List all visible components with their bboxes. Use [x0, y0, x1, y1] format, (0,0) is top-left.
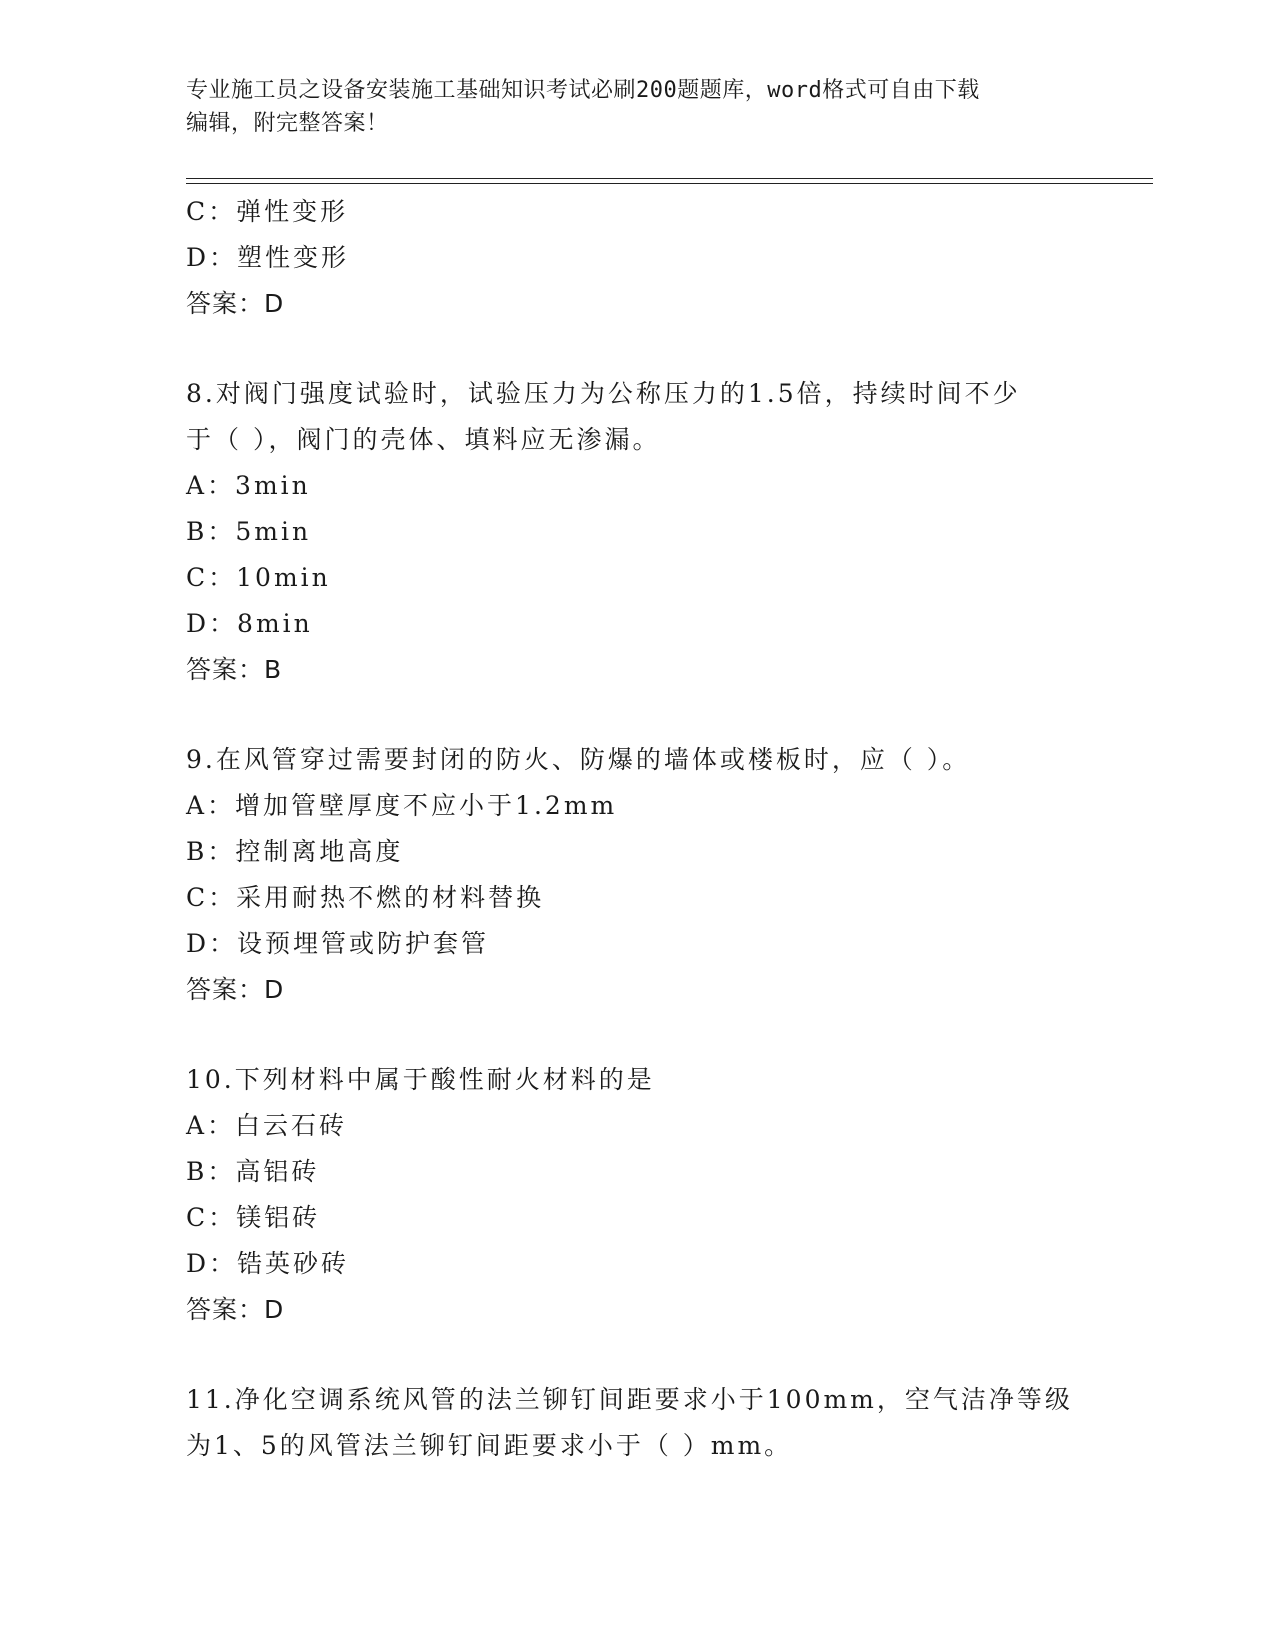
- option-c: C：镁铝砖: [186, 1203, 321, 1232]
- option-d: D：设预埋管或防护套管: [186, 929, 490, 958]
- option-a: A：白云石砖: [186, 1111, 348, 1140]
- option-b: B：5min: [186, 517, 312, 546]
- header-divider-top: [186, 178, 1153, 179]
- question-8: [186, 371, 1086, 693]
- question-stem-line-1: 8.对阀门强度试验时，试验压力为公称压力的1.5倍，持续时间不少: [186, 379, 1021, 408]
- option-d: D：8min: [186, 609, 313, 638]
- answer-label: 答案：D: [186, 975, 285, 1004]
- answer-label: 答案：D: [186, 289, 285, 318]
- question-list: [186, 189, 1086, 1469]
- header-title-line-1: 专业施工员之设备安装施工基础知识考试必刷200题题库，word格式可自由下载: [186, 78, 980, 103]
- question-9: [186, 737, 1086, 1013]
- document-header: [186, 74, 1086, 140]
- header-divider-bottom: [186, 183, 1153, 184]
- header-title-line-2: 编辑，附完整答案！: [186, 111, 389, 136]
- answer-label: 答案：D: [186, 1295, 285, 1324]
- option-a: A：增加管壁厚度不应小于1.2mm: [186, 791, 618, 820]
- question-stem-line-2: 于（ ），阀门的壳体、填料应无渗漏。: [186, 425, 661, 454]
- question-gap: [186, 327, 1086, 371]
- question-7: [186, 189, 1086, 327]
- answer-label: 答案：B: [186, 655, 283, 684]
- option-c: C：弹性变形: [186, 197, 349, 226]
- option-a: A：3min: [186, 471, 311, 500]
- question-11: [186, 1377, 1086, 1469]
- option-b: B：高铝砖: [186, 1157, 320, 1186]
- question-10: [186, 1057, 1086, 1333]
- option-c: C：10min: [186, 563, 331, 592]
- question-gap: [186, 693, 1086, 737]
- option-d: D：锆英砂砖: [186, 1249, 350, 1278]
- question-stem-line-2: 为1、5的风管法兰铆钉间距要求小于（ ）mm。: [186, 1431, 793, 1460]
- option-d: D：塑性变形: [186, 243, 350, 272]
- question-stem-line-1: 11.净化空调系统风管的法兰铆钉间距要求小于100mm，空气洁净等级: [186, 1385, 1073, 1414]
- option-b: B：控制离地高度: [186, 837, 404, 866]
- question-stem-line-1: 9.在风管穿过需要封闭的防火、防爆的墙体或楼板时，应（ ）。: [186, 745, 971, 774]
- option-c: C：采用耐热不燃的材料替换: [186, 883, 545, 912]
- question-stem-line-1: 10.下列材料中属于酸性耐火材料的是: [186, 1065, 655, 1094]
- question-gap: [186, 1013, 1086, 1057]
- question-gap: [186, 1333, 1086, 1377]
